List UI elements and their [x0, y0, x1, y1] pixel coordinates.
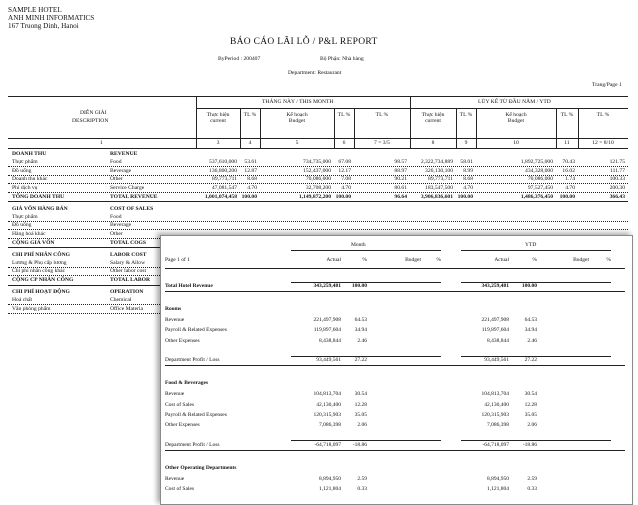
- front-row-value: 2.46: [357, 337, 367, 344]
- back-row-value: 32,708,200: [305, 185, 331, 191]
- back-row-en: Other labor cost: [110, 268, 147, 275]
- back-total-en: TOTAL LABOR: [110, 277, 151, 283]
- front-row-label: Cost of Sales: [165, 401, 195, 408]
- back-col-header: TL %: [560, 112, 574, 118]
- back-row-value: 4.70: [247, 185, 257, 191]
- back-row-value: 152,437,000: [303, 167, 331, 174]
- front-row-label: Department Profit / Loss: [165, 357, 220, 364]
- back-row-en: Beverage: [110, 222, 132, 229]
- front-row-value: 1,121,804: [319, 486, 341, 493]
- front-row-value: 120,315,903: [481, 412, 509, 418]
- back-row-vn: Đồ uống: [12, 167, 32, 174]
- back-col-number: 4: [248, 140, 252, 146]
- front-row-value: 343,259,481: [313, 283, 341, 289]
- front-row-value: 119,897,604: [481, 327, 509, 334]
- back-row-value: 90.21: [394, 176, 407, 183]
- back-total-vn: CỘNG CP NHÂN CÔNG: [12, 277, 74, 283]
- front-row-value: -64,718,097: [314, 441, 341, 448]
- report-title: BÁO CÁO LÃI LỖ / P&L REPORT: [230, 37, 378, 47]
- front-row-value: 12.28: [354, 401, 367, 408]
- back-row-value: 2,322,734,889: [420, 159, 453, 166]
- front-row-value: 27.22: [354, 357, 367, 364]
- front-section-label: Food & Beverages: [165, 380, 209, 387]
- back-total-vn: TỔNG DOANH THU: [12, 193, 65, 200]
- front-row-value: 30.54: [354, 391, 367, 398]
- front-row-value: 8,894,950: [487, 475, 509, 482]
- back-total-value: 100.00: [335, 193, 351, 200]
- front-col-header: Actual: [326, 257, 341, 263]
- front-col-header: %: [362, 257, 367, 263]
- back-total-value: 1,001,074,458: [204, 193, 237, 200]
- front-row-value: 42,130,400: [316, 401, 341, 408]
- front-row-value: -18.86: [352, 441, 367, 448]
- front-row-value: 1,121,804: [487, 486, 509, 493]
- front-row-value: 7,086,398: [487, 422, 509, 429]
- back-total-vn: CỘNG GIÁ VỐN: [12, 239, 55, 246]
- back-col-header: TL %: [459, 112, 473, 118]
- back-row-value: 537,610,000: [209, 159, 237, 166]
- back-total-value: 1,149,872,200: [298, 193, 331, 200]
- back-col-header: TL %: [243, 112, 257, 118]
- back-row-value: 4.70: [341, 185, 351, 191]
- front-row-value: 8,438,844: [487, 337, 509, 344]
- front-row-value: 0.33: [357, 486, 367, 493]
- back-row-vn: Văn phòng phẩm: [12, 305, 51, 312]
- back-row-vn: Hoá chất: [12, 297, 33, 304]
- back-total-value: 100.00: [457, 193, 473, 200]
- front-row-value: 2.06: [527, 422, 537, 429]
- front-row-value: 2.59: [527, 475, 537, 482]
- back-col-header: TL %: [337, 112, 351, 118]
- back-col-number: 10: [513, 140, 519, 146]
- front-row-value: 0.33: [527, 486, 537, 493]
- front-row-label: Department Profit / Loss: [165, 441, 220, 448]
- back-col-header: Kế hoạch Budget: [505, 112, 527, 125]
- front-row-label: Other Expenses: [165, 337, 200, 344]
- back-row-vn: Đồ uống: [12, 222, 32, 229]
- back-row-value: 97,527,450: [527, 185, 553, 191]
- front-group-month: Month: [351, 242, 366, 248]
- back-row-value: 200.30: [609, 185, 625, 191]
- page-number: Trang/Page 1: [592, 82, 622, 88]
- back-section-en: LABOR COST: [110, 251, 147, 258]
- company-address: 167 Truong Dinh, Hanoi: [8, 22, 79, 30]
- back-row-value: 434,328,000: [525, 167, 553, 174]
- back-row-value: 1,892,725,000: [520, 159, 553, 166]
- back-total-value: 366.43: [609, 193, 625, 200]
- front-row-value: 2.46: [527, 337, 537, 344]
- front-row-label: Revenue: [165, 475, 185, 482]
- front-row-value: 120,315,903: [313, 412, 341, 418]
- back-row-value: 70,086,000: [527, 176, 553, 183]
- back-row-en: Beverage: [110, 167, 132, 174]
- front-row-label: Cost of Sales: [165, 486, 195, 493]
- back-row-vn: Hàng hoá khác: [12, 231, 46, 237]
- front-row-label: Revenue: [165, 391, 185, 398]
- front-row-value: -64,718,097: [482, 441, 509, 448]
- back-section-en: OPERATION: [110, 289, 144, 295]
- front-col-header: Actual: [494, 257, 509, 263]
- front-col-header: Budget: [405, 257, 421, 263]
- back-row-en: Other: [110, 176, 123, 183]
- back-row-value: 1.74: [565, 176, 575, 183]
- back-row-value: 8.68: [247, 176, 257, 183]
- front-row-value: 100.00: [351, 283, 367, 289]
- back-col-number: 3: [216, 140, 220, 146]
- front-row-value: -18.86: [522, 441, 537, 448]
- back-row-value: 70.43: [562, 159, 575, 166]
- back-row-value: 8.68: [463, 176, 473, 183]
- back-total-en: TOTAL COGS: [110, 239, 147, 246]
- back-row-value: 89,773,711: [212, 176, 237, 183]
- back-row-value: 8.99: [463, 167, 473, 174]
- back-row-value: 80.61: [394, 185, 407, 191]
- back-col-number: 1: [100, 140, 103, 146]
- front-col-header: %: [606, 257, 611, 263]
- front-row-value: 7,086,398: [319, 422, 341, 429]
- front-col-header: Budget: [573, 257, 589, 263]
- company-subtitle: ANH MINH INFORMATICS: [8, 14, 95, 22]
- front-section-label: Other Operating Departments: [165, 464, 237, 471]
- back-col-number: 9: [464, 140, 468, 146]
- back-row-en: Food: [110, 159, 122, 166]
- back-section-vn: DOANH THU: [12, 151, 47, 157]
- back-row-value: 121.75: [609, 159, 625, 166]
- front-row-value: 119,897,604: [313, 327, 341, 334]
- front-row-value: 104,813,704: [313, 391, 341, 398]
- back-row-en: Chemical: [110, 297, 132, 304]
- back-row-en: Food: [110, 213, 122, 220]
- back-col-number: 7 = 3/5: [374, 140, 390, 146]
- back-row-vn: Phí dịch vụ: [12, 185, 38, 191]
- back-total-value: 100.00: [241, 193, 257, 200]
- back-row-vn: Thực phẩm: [12, 213, 38, 220]
- back-total-value: 3,906,836,601: [420, 193, 453, 200]
- back-total-value: 100.00: [559, 193, 575, 200]
- back-row-value: 89,773,711: [428, 176, 453, 183]
- front-row-value: 64.53: [354, 317, 367, 323]
- group-month: THÁNG NÀY / THIS MONTH: [262, 99, 334, 105]
- back-row-value: 88.97: [394, 167, 407, 174]
- front-row-value: 42,130,400: [484, 401, 509, 408]
- back-col-number: 12 = 8/10: [592, 140, 614, 146]
- by-dept: Bộ Phận: Nhà hàng: [320, 56, 364, 62]
- back-total-value: 96.64: [394, 193, 407, 200]
- front-row-value: 93,449,561: [316, 357, 341, 364]
- back-row-vn: Lương & Phụ cấp lương: [12, 259, 67, 266]
- back-row-value: 326,130,100: [425, 167, 453, 174]
- back-section-en: REVENUE: [110, 151, 138, 157]
- by-period: ByPeriod : 200407: [218, 56, 261, 62]
- front-section-label: Rooms: [165, 306, 182, 312]
- front-group-ytd: YTD: [525, 242, 537, 248]
- front-row-value: 221,497,908: [313, 317, 341, 323]
- front-row-value: 104,813,704: [481, 391, 509, 398]
- back-row-value: 111.77: [610, 167, 625, 174]
- back-section-vn: GIÁ VỐN HÀNG BÁN: [12, 205, 68, 212]
- front-row-value: 30.54: [524, 391, 537, 398]
- back-row-value: 136,800,200: [209, 167, 237, 174]
- back-row-value: 4.70: [463, 185, 473, 191]
- back-row-value: 100.33: [609, 176, 625, 183]
- back-row-value: 12.87: [244, 167, 257, 174]
- front-row-value: 93,449,561: [484, 357, 509, 364]
- front-row-label: Total Hotel Revenue: [165, 283, 213, 289]
- front-row-value: 34.94: [354, 327, 367, 334]
- back-row-value: 7.08: [341, 176, 351, 183]
- back-col-header: TL %: [375, 112, 389, 118]
- back-section-en: COST OF SALES: [110, 205, 154, 212]
- back-row-en: Office Materia: [110, 305, 143, 312]
- back-section-vn: CHI PHÍ NHÂN CÔNG: [12, 251, 70, 258]
- front-row-value: 221,497,908: [481, 317, 509, 323]
- front-col-header: %: [436, 257, 441, 263]
- front-row-label: Payroll & Related Expenses: [165, 327, 227, 334]
- front-page-label: Page 1 of 1: [165, 257, 190, 263]
- front-row-label: Other Expenses: [165, 422, 200, 429]
- back-row-value: 53.61: [244, 159, 257, 166]
- back-row-en: Salary & Allow: [110, 259, 146, 266]
- back-col-number: 11: [564, 140, 570, 146]
- back-col-number: 5: [295, 140, 299, 146]
- back-col-number: 6: [342, 140, 346, 146]
- department-label: Department: Restaurant: [288, 70, 342, 76]
- back-total-en: TOTAL REVENUE: [110, 193, 158, 200]
- front-row-value: 8,894,950: [319, 475, 341, 482]
- front-row-value: 2.59: [357, 475, 367, 482]
- back-col-number: 8: [431, 140, 435, 146]
- back-col-header: Kế hoạch Budget: [286, 112, 308, 125]
- back-row-value: 12.17: [338, 167, 351, 174]
- back-row-value: 47,081,547: [211, 185, 237, 191]
- front-row-value: 2.06: [357, 422, 367, 429]
- front-row-value: 100.00: [521, 283, 537, 289]
- front-row-value: 64.53: [524, 317, 537, 323]
- front-row-value: 12.28: [524, 401, 537, 408]
- back-total-value: 1,486,376,450: [520, 193, 553, 200]
- back-col-header: Thực hiện current: [206, 112, 230, 125]
- back-row-en: Service Charge: [110, 185, 145, 191]
- back-row-vn: Doanh thu khác: [12, 176, 48, 183]
- front-row-value: 8,438,844: [319, 337, 341, 344]
- back-row-value: 58.01: [460, 159, 473, 166]
- front-row-value: 35.05: [354, 412, 367, 418]
- front-row-label: Payroll & Related Expenses: [165, 412, 227, 418]
- back-row-en: Other: [110, 231, 123, 237]
- front-row-value: 27.22: [524, 357, 537, 364]
- front-col-header: %: [532, 257, 537, 263]
- back-row-value: 70,086,000: [305, 176, 331, 183]
- back-row-value: 734,735,000: [303, 159, 331, 166]
- back-row-value: 16.02: [562, 167, 575, 174]
- desc-vn: DIỄN GIẢI: [80, 110, 107, 116]
- back-row-vn: Thực phẩm: [12, 159, 38, 166]
- front-report-page: [160, 235, 633, 505]
- desc-en: DESCRIPTION: [72, 118, 109, 124]
- front-row-label: Revenue: [165, 317, 185, 323]
- group-ytd: LŨY KẾ TỪ ĐẦU NĂM / YTD: [478, 99, 551, 105]
- back-row-value: 4.70: [565, 185, 575, 191]
- back-section-vn: CHI PHÍ HOẠT ĐỘNG: [12, 289, 70, 295]
- back-row-vn: Chi phí nhân công khác: [12, 268, 66, 275]
- front-row-value: 34.94: [524, 327, 537, 334]
- back-col-header: TL %: [596, 112, 610, 118]
- back-row-value: 67.08: [338, 159, 351, 166]
- front-row-value: 343,259,481: [481, 283, 509, 289]
- back-row-value: 98.57: [394, 159, 407, 166]
- front-row-value: 35.05: [524, 412, 537, 418]
- back-col-header: Thực hiện current: [421, 112, 445, 125]
- back-row-value: 183,547,500: [425, 185, 453, 191]
- company-name: SAMPLE HOTEL: [8, 6, 62, 14]
